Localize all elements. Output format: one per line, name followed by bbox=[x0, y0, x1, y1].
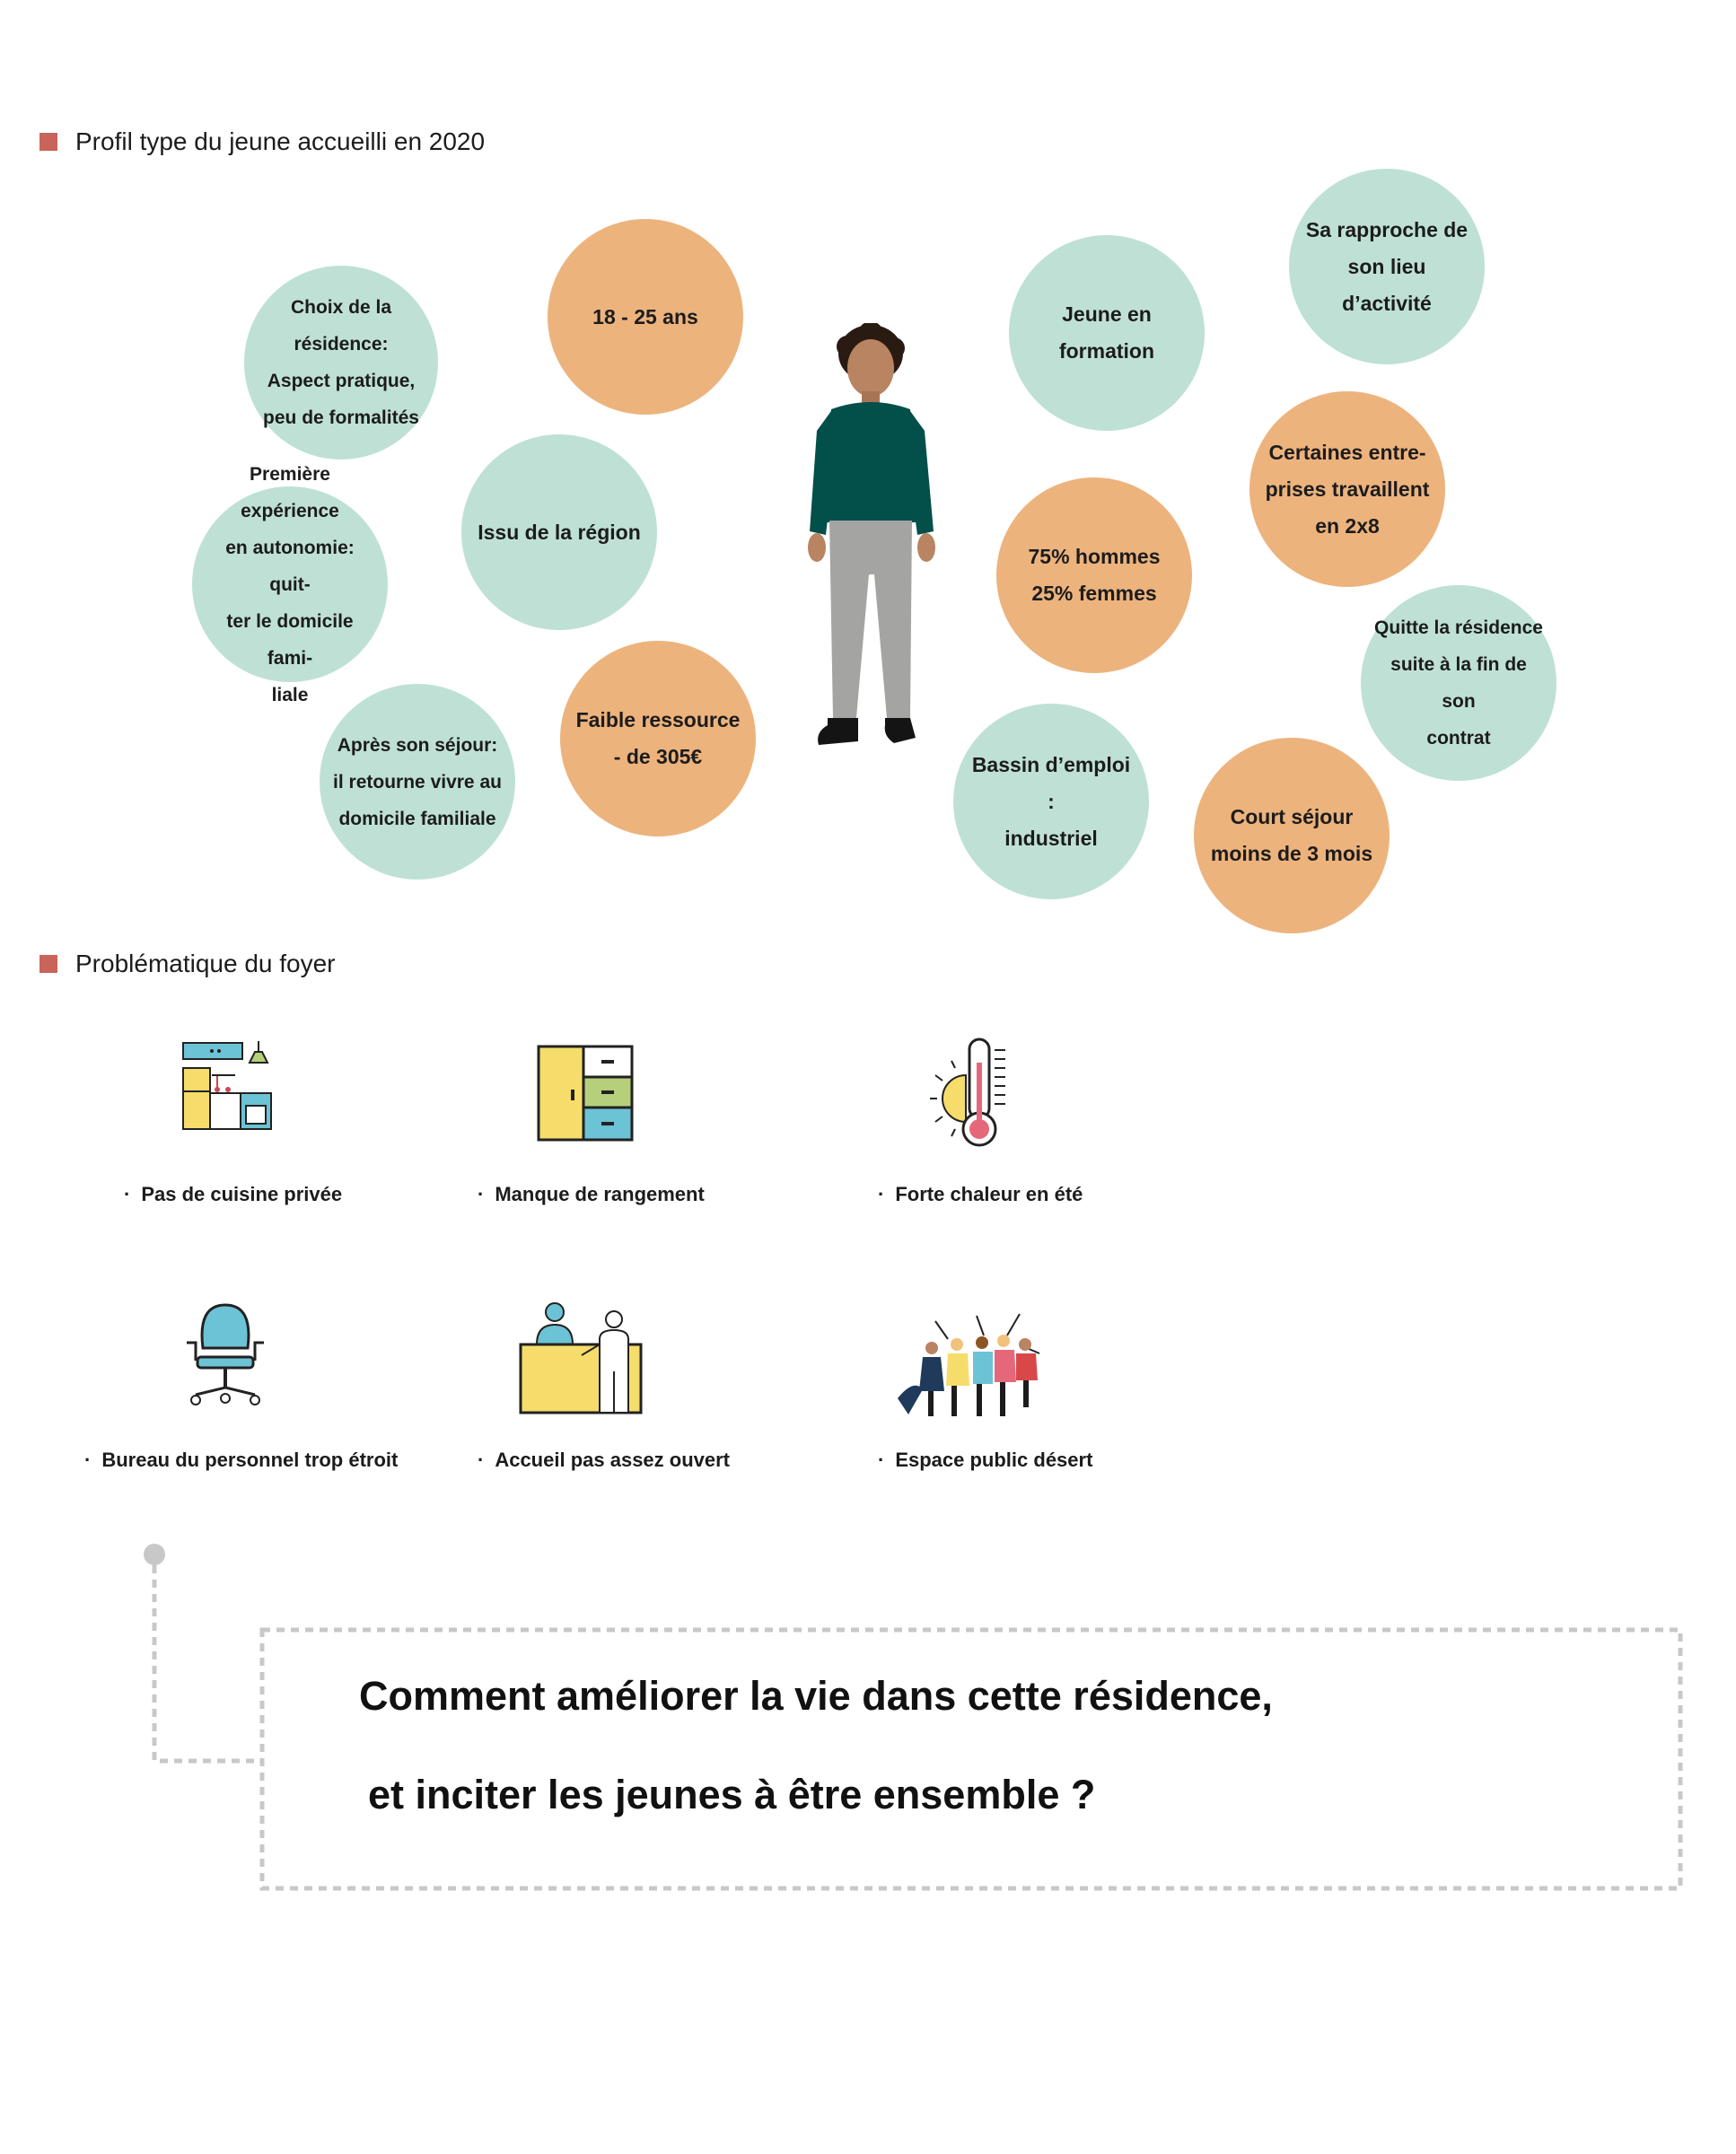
bubble-rapproche-activite: Sa rapproche de son lieu d’activité bbox=[1289, 169, 1485, 364]
question-line-1: Comment améliorer la vie dans cette résidence, bbox=[359, 1673, 1273, 1719]
connector-dot-icon bbox=[144, 1544, 165, 1565]
bubble-issu-region: Issu de la région bbox=[461, 434, 657, 630]
question-line-2: et inciter les jeunes à être ensemble ? bbox=[368, 1772, 1096, 1817]
problem-label-espace-public: · Espace public désert bbox=[878, 1449, 1093, 1471]
bubble-age: 18 - 25 ans bbox=[548, 219, 743, 415]
bubble-choix-residence: Choix de la résidence: Aspect pratique, peu de formalités bbox=[244, 266, 438, 460]
bubble-bassin-emploi: Bassin d’emploi : industriel bbox=[953, 704, 1149, 899]
question-box-border bbox=[262, 1630, 1680, 1888]
bubble-jeune-formation: Jeune en formation bbox=[1009, 235, 1205, 431]
problems-heading-text: Problématique du foyer bbox=[75, 950, 336, 977]
bubble-apres-sejour: Après son séjour: il retourne vivre au domicile familiale bbox=[320, 684, 515, 880]
bubble-court-sejour: Court séjour moins de 3 mois bbox=[1194, 738, 1390, 933]
problem-label-cuisine: · Pas de cuisine privée bbox=[124, 1183, 343, 1205]
problem-label-chaleur: · Forte chaleur en été bbox=[878, 1183, 1083, 1205]
bubble-entreprises-2x8: Certaines entre- prises travaillent en 2x8 bbox=[1249, 391, 1445, 587]
problem-label-rangement: · Manque de rangement bbox=[478, 1183, 705, 1205]
problem-label-bureau: · Bureau du personnel trop étroit bbox=[84, 1449, 399, 1471]
profile-heading-text: Profil type du jeune accueilli en 2020 bbox=[75, 127, 486, 155]
bubble-faible-ressource: Faible ressource - de 305€ bbox=[560, 641, 756, 836]
connector-line bbox=[154, 1565, 262, 1761]
bubble-hommes-femmes: 75% hommes 25% femmes bbox=[996, 477, 1192, 673]
problem-label-accueil: · Accueil pas assez ouvert bbox=[478, 1449, 731, 1471]
bubble-premiere-experience: Première expérience en autonomie: quit- ter le domicile fami- liale bbox=[192, 486, 388, 682]
bubble-quitte-residence: Quitte la résidence suite à la fin de son contrat bbox=[1361, 585, 1556, 781]
